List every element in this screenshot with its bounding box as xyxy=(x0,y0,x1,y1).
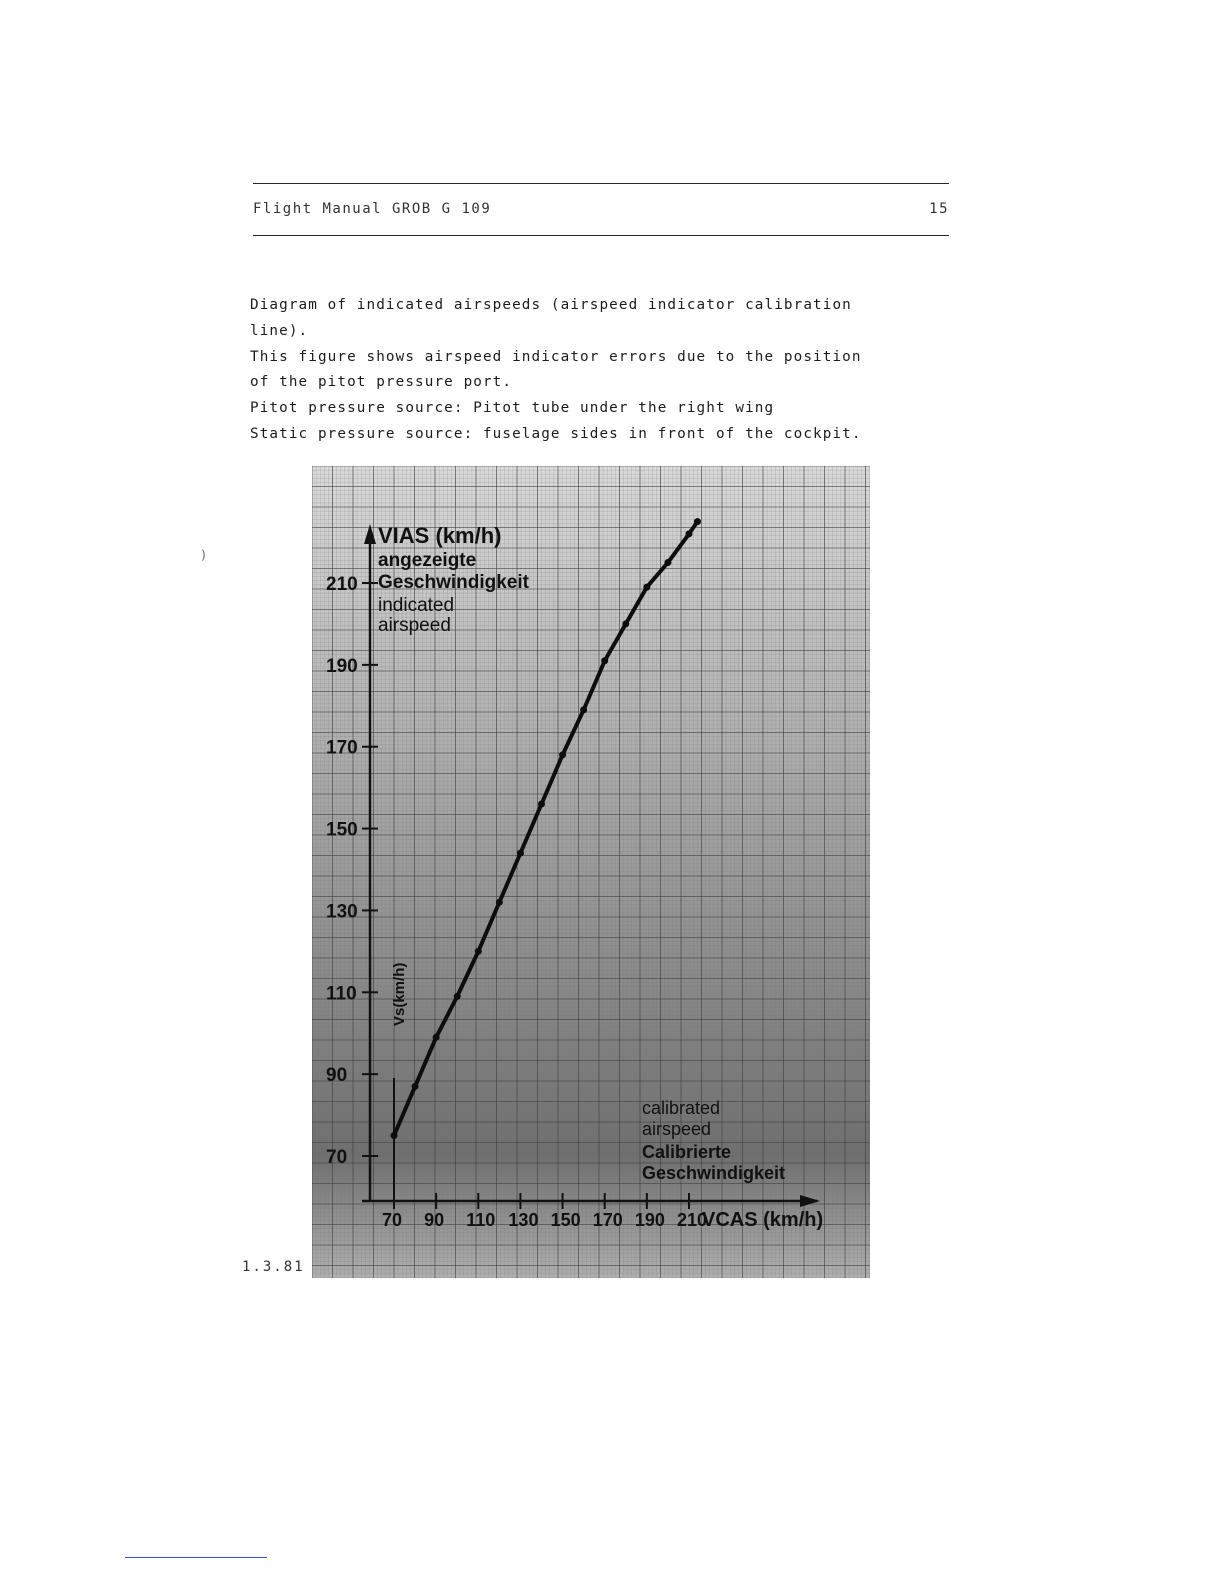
header-rule-top xyxy=(253,183,949,184)
text-line: of the pitot pressure port. xyxy=(250,374,513,391)
x-annotation-line: Geschwindigkeit xyxy=(642,1163,786,1183)
data-point xyxy=(517,850,524,857)
text-line: Pitot pressure source: Pitot tube under the right wing xyxy=(250,400,775,417)
data-point xyxy=(664,559,671,566)
text-line: Diagram of indicated airspeeds (airspeed indicator calibration xyxy=(250,297,852,313)
data-point xyxy=(559,751,566,758)
calibration-chart xyxy=(312,466,870,1278)
text-line: This figure shows airspeed indicator errors due to the position xyxy=(250,348,862,365)
x-tick-label: 70 xyxy=(382,1210,403,1230)
data-point xyxy=(686,530,693,537)
data-point xyxy=(391,1132,398,1139)
x-tick-label: 130 xyxy=(508,1210,539,1230)
description-text xyxy=(250,293,950,448)
data-point xyxy=(412,1083,419,1090)
data-point xyxy=(433,1034,440,1041)
y-axis-label-line: VIAS (km/h) xyxy=(378,523,502,548)
text-line: Static pressure source: fuselage sides in front of the cockpit. xyxy=(250,425,862,442)
y-tick-label: 150 xyxy=(326,819,358,841)
data-point xyxy=(643,584,650,591)
x-annotation-line: Calibrierte xyxy=(642,1142,732,1162)
x-tick-label: 90 xyxy=(424,1210,445,1230)
x-tick-label: 170 xyxy=(592,1210,623,1230)
data-point xyxy=(496,899,503,906)
data-point xyxy=(538,801,545,808)
y-tick-label: 210 xyxy=(326,574,358,595)
revision-date: 1.3.81 xyxy=(242,1259,305,1275)
y-tick-label: 90 xyxy=(326,1065,348,1087)
header-rule-bottom xyxy=(253,235,949,236)
y-tick-label: 130 xyxy=(326,901,358,923)
x-tick-label: 210 xyxy=(677,1210,708,1230)
x-axis-label: VCAS (km/h) xyxy=(702,1209,824,1231)
data-point xyxy=(601,657,608,664)
y-tick-label: 190 xyxy=(326,655,358,677)
manual-title: Flight Manual GROB G 109 xyxy=(253,201,492,217)
y-axis-label-line: Geschwindigkeit xyxy=(378,572,529,593)
x-tick-label: 150 xyxy=(550,1210,581,1230)
y-tick-label: 70 xyxy=(326,1147,348,1168)
vs-label: Vs(km/h) xyxy=(391,962,408,1026)
text-line: line). xyxy=(250,322,309,339)
data-point xyxy=(622,620,629,627)
footnote-rule xyxy=(125,1557,267,1558)
page-number: 15 xyxy=(929,201,949,217)
data-point xyxy=(475,948,482,955)
scan-speck: ) xyxy=(200,548,208,562)
data-point xyxy=(694,518,701,525)
x-annotation-line: calibrated xyxy=(642,1098,721,1118)
y-axis-label-line: airspeed xyxy=(378,615,451,636)
x-tick-label: 190 xyxy=(634,1210,665,1230)
data-point xyxy=(454,993,461,1000)
x-annotation-line: airspeed xyxy=(642,1119,712,1139)
y-tick-label: 110 xyxy=(326,983,357,1005)
y-tick-label: 170 xyxy=(326,737,358,759)
chart-svg xyxy=(312,466,870,1278)
x-tick-label: 110 xyxy=(466,1210,496,1230)
data-point xyxy=(580,706,587,713)
y-axis-label-line: indicated xyxy=(378,595,455,616)
y-axis-label-line: angezeigte xyxy=(378,550,477,571)
